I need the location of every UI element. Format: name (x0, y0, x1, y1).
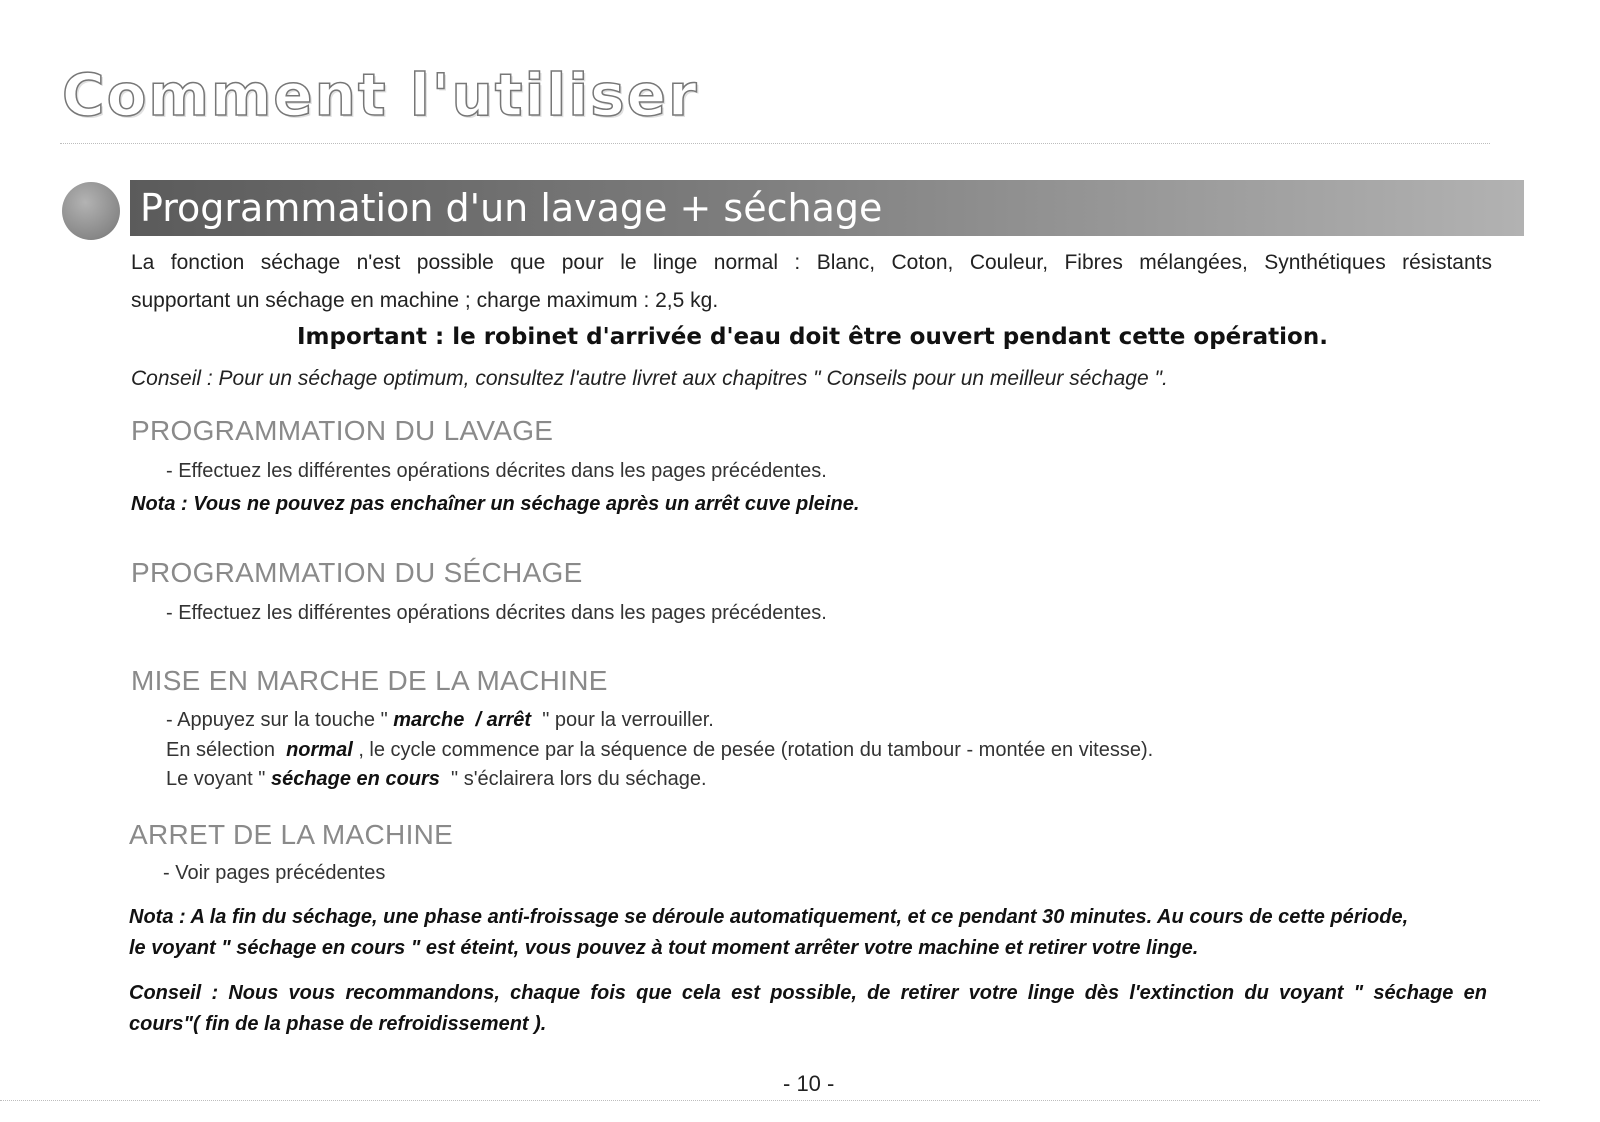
section-title: Programmation d'un lavage + séchage (140, 186, 883, 230)
marche-line-3-pre: Le voyant " (166, 768, 271, 790)
nota-anti-froissage-line-1: Nota : A la fin du séchage, une phase anti-froissage se déroule automatiquement, et ce pendant 30 minutes. Au cours de cette période, (129, 906, 1409, 928)
heading-mise-en-marche: MISE EN MARCHE DE LA MACHINE (131, 665, 608, 696)
top-rule (60, 143, 1490, 144)
sechage-en-cours-label: séchage en cours (270, 768, 440, 790)
intro-line-2: supportant un séchage en machine ; charge maximum : 2,5 kg. (131, 289, 719, 312)
conseil-optimum: Conseil : Pour un séchage optimum, consultez l'autre livret aux chapitres " Conseils pour un meilleur séchage ". (131, 367, 1168, 390)
marche-line-1-post: " pour la verrouiller. (531, 709, 714, 731)
intro-line-1: La fonction séchage n'est possible que pour le linge normal : Blanc, Coton, Couleur, Fibres mélangées, Synthétiques résistants (131, 251, 1492, 274)
conseil-recommandation-line-2: cours"( fin de la phase de refroidissement ). (129, 1013, 547, 1035)
marche-line-1 (166, 709, 714, 732)
marche-line-2-pre: En sélection (166, 739, 287, 761)
marche-line-1-pre: - Appuyez sur la touche " (166, 709, 394, 731)
marche-line-2-post: , le cycle commence par la séquence de pesée (rotation du tambour - montée en vitesse). (352, 739, 1154, 761)
lavage-instruction: - Effectuez les différentes opérations décrites dans les pages précédentes. (166, 460, 827, 482)
marche-line-2 (166, 739, 1153, 762)
marche-line-3-post: " s'éclairera lors du séchage. (439, 768, 707, 790)
arret-instruction: - Voir pages précédentes (163, 862, 386, 884)
conseil-recommandation-line-1: Conseil : Nous vous recommandons, chaque fois que cela est possible, de retirer votre linge dès l'extinction du voyant " séchage en (129, 982, 1487, 1004)
nota-anti-froissage-line-2: le voyant " séchage en cours " est éteint, vous pouvez à tout moment arrêter votre machine et retirer votre linge. (129, 937, 1199, 959)
heading-arret-machine: ARRET DE LA MACHINE (129, 819, 454, 850)
section-bullet-icon (62, 182, 120, 240)
important-notice: Important : le robinet d'arrivée d'eau doit être ouvert pendant cette opération. (297, 324, 1328, 350)
marche-line-3 (166, 768, 707, 791)
bottom-rule (0, 1100, 1540, 1101)
heading-programmation-lavage: PROGRAMMATION DU LAVAGE (131, 415, 554, 446)
normal-label: normal (286, 739, 353, 761)
marche-arret-label: marche / arrêt (393, 709, 532, 731)
page-title: Comment l'utiliser (62, 61, 699, 129)
sechage-instruction: - Effectuez les différentes opérations décrites dans les pages précédentes. (166, 602, 827, 624)
lavage-nota: Nota : Vous ne pouvez pas enchaîner un séchage après un arrêt cuve pleine. (131, 493, 860, 515)
page-number: - 10 - (783, 1071, 835, 1096)
heading-programmation-sechage: PROGRAMMATION DU SÉCHAGE (131, 557, 583, 588)
